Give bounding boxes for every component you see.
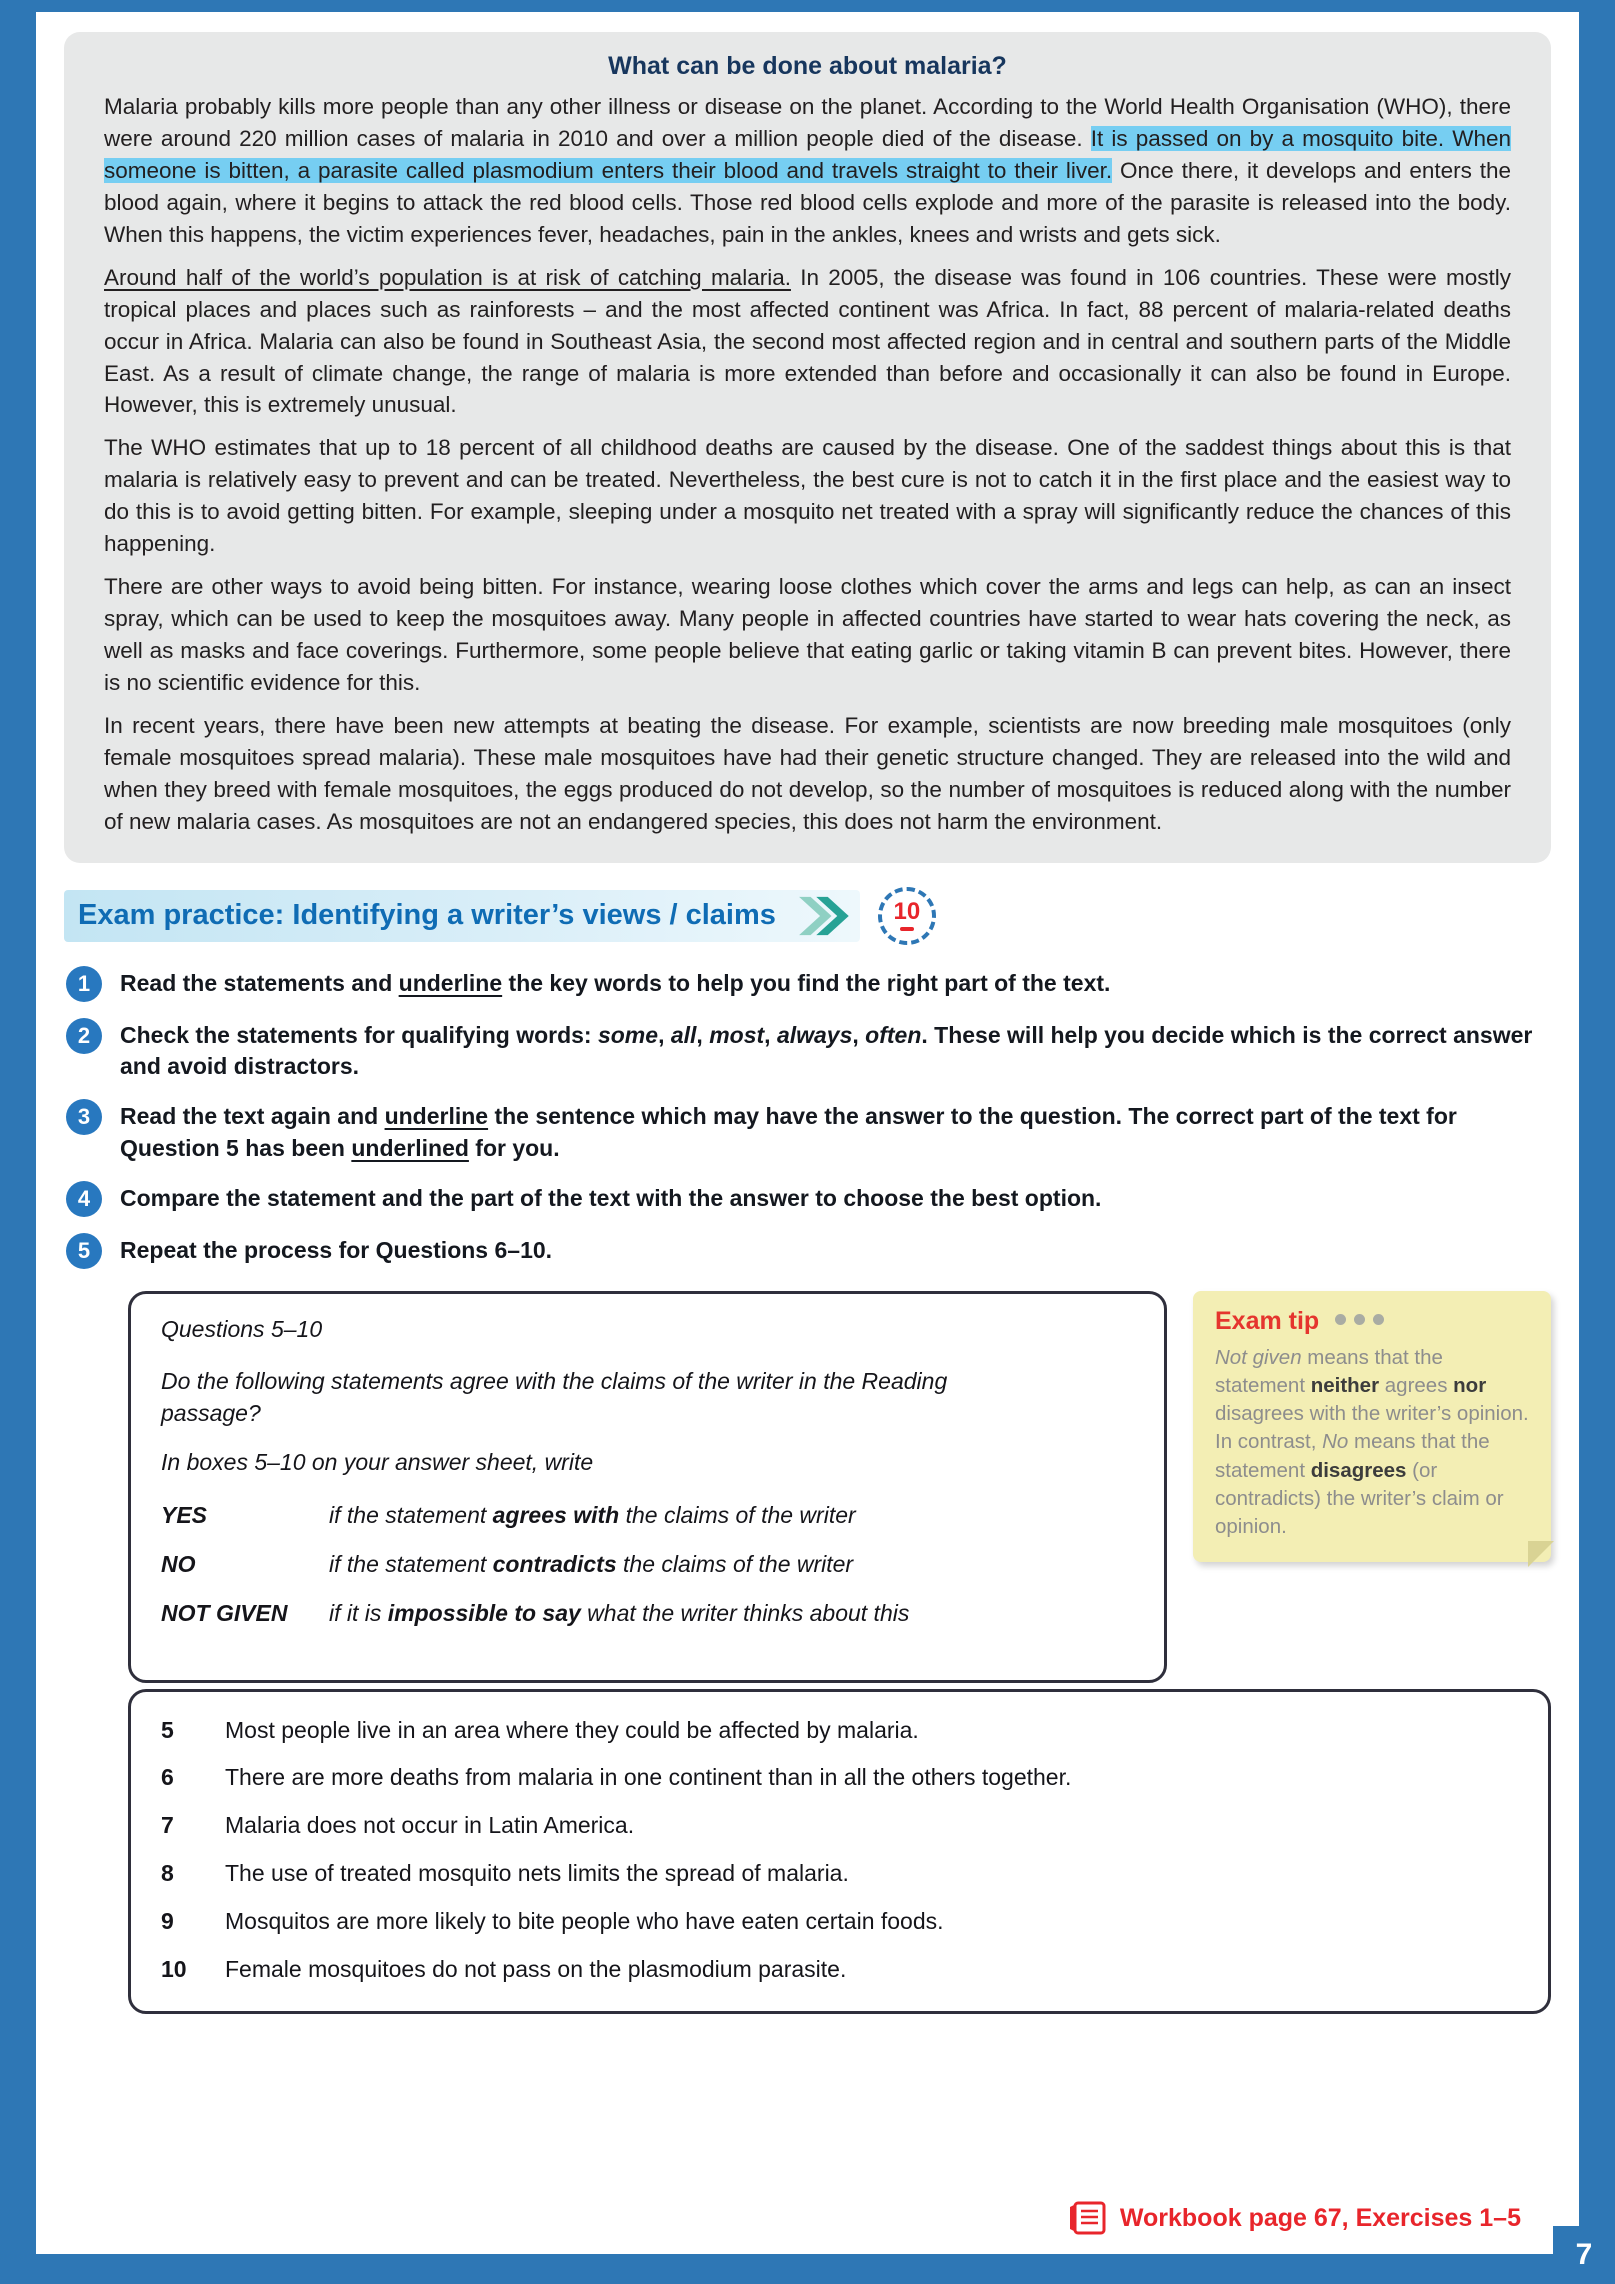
page-number-badge: [1553, 2226, 1615, 2284]
ellipsis-dots-icon: [1335, 1312, 1392, 1330]
text-segment: Read the text again and: [120, 1103, 385, 1130]
text-segment: underline: [384, 1103, 489, 1130]
text-segment: contradicts: [492, 1550, 617, 1577]
text-segment: the claims of the writer: [616, 1550, 854, 1577]
statement-number: 7: [161, 1812, 174, 1839]
step-number-badge: 2: [66, 1018, 102, 1054]
statement-number: 6: [161, 1764, 174, 1791]
text-segment: agrees with: [492, 1501, 620, 1528]
text-segment: neither: [1310, 1373, 1380, 1397]
text-segment: the sentence which may have the answer to the question. The correct part of the text for Question 5 has been: [120, 1103, 1457, 1161]
statement-text: There are more deaths from malaria in one continent than in all the others together.: [225, 1764, 1072, 1791]
statement-text: Mosquitos are more likely to bite people who have eaten certain foods.: [225, 1908, 944, 1935]
text-segment: In recent years, there have been new attempts at beating the disease. For example, scientists are now breeding male mosquitoes (only female mosquitoes spread malaria). These male mosquitoes have had their genetic structure changed. They are released into the wild and when they breed with female mosquitoes, the eggs produced do not develop, so the number of mosquitoes is reduced along with the number of new malaria cases. As mosquitoes are not an endangered species, this does not harm the environment.: [104, 712, 1511, 834]
text-segment: Around half of the world’s population is at risk of catching malaria.: [104, 264, 791, 290]
passage-paragraph: [104, 432, 1511, 560]
questions-write-line: In boxes 5–10 on your answer sheet, write: [161, 1448, 594, 1475]
text-segment: often: [865, 1021, 922, 1048]
page-curl-decoration: [1528, 1541, 1554, 1567]
timer-value: 10: [893, 898, 921, 926]
timer-base-mark: [900, 927, 914, 931]
passage-paragraphs: [104, 91, 1511, 838]
text-segment: ,: [696, 1021, 710, 1048]
text-segment: underlined: [351, 1134, 469, 1161]
text-segment: Check the statements for qualifying words:: [120, 1021, 598, 1048]
passage-paragraph: [104, 571, 1511, 699]
exam-practice-heading: Exam practice: Identifying a writer’s views / claims: [78, 899, 776, 932]
answer-option-row: [161, 1500, 1134, 1531]
text-segment: if the statement: [329, 1501, 493, 1528]
text-segment: The WHO estimates that up to 18 percent of all childhood deaths are caused by the disease. One of the saddest things about this is that malaria is relatively easy to prevent and can be treated. Nevertheless, the best cure is not to catch it in the first place and the easiest way to do this is to avoid getting bitten. For example, sleeping under a mosquito net treated with a spray will significantly reduce the chances of this happening.: [104, 435, 1511, 557]
text-segment: the claims of the writer: [619, 1501, 856, 1528]
statement-row: [161, 1859, 1518, 1889]
answer-option-text: [329, 1598, 909, 1629]
step-number-badge: 4: [66, 1181, 102, 1217]
text-segment: for you.: [468, 1134, 560, 1161]
answer-option-label: YES: [161, 1501, 208, 1528]
step-number-badge: 1: [66, 966, 102, 1002]
text-segment: ,: [658, 1021, 671, 1048]
text-segment: impossible to say: [387, 1600, 581, 1627]
statement-number: 5: [161, 1716, 174, 1743]
exam-tip-title: Exam tip: [1215, 1306, 1320, 1335]
statement-row: [161, 1716, 1518, 1746]
text-segment: Not given: [1215, 1345, 1302, 1369]
text-segment: There are other ways to avoid being bitten. For instance, wearing loose clothes which cover the arms and legs can help, as can an insect spray, which can be used to keep the mosquitoes away. Many people in affected countries have started to wear hats covering the neck, as well as masks and face coverings. Furthermore, some people believe that eating garlic or taking vitamin B can prevent bites. However, there is no scientific evidence for this.: [104, 574, 1511, 695]
answer-option-text: [329, 1549, 853, 1580]
text-segment: means that the statement: [1215, 1345, 1443, 1397]
text-segment: if it is: [329, 1600, 388, 1627]
exam-tip-box: [1193, 1291, 1551, 1562]
text-segment: Malaria probably kills more people than any other illness or disease on the planet. According to the World Health Organisation (WHO), there were around 220 million cases of malaria in 2010 and over a million people died of the disease.: [104, 94, 1511, 151]
statement-number: 10: [161, 1956, 187, 1983]
exam-tip-header: [1215, 1307, 1531, 1336]
text-segment: Read the statements and: [120, 969, 399, 996]
step-text: [120, 1180, 1101, 1217]
text-segment: ,: [764, 1021, 777, 1048]
workbook-icon: [1068, 2200, 1108, 2236]
statement-row: [161, 1955, 1518, 1985]
answer-option-label: NO: [161, 1550, 196, 1577]
passage-paragraph: [104, 91, 1511, 251]
text-segment: It is passed on by a mosquito bite. When someone is bitten, a parasite called plasmodium enters their blood and travels straight to their liver.: [104, 125, 1511, 183]
text-segment: most: [709, 1021, 765, 1048]
answer-option-label: NOT GIVEN: [161, 1600, 288, 1627]
passage-paragraph: [104, 710, 1511, 838]
text-segment: if the statement: [329, 1550, 493, 1577]
step-item: [66, 1180, 1551, 1217]
step-text: [120, 1232, 552, 1269]
questions-range-title: Questions 5–10: [161, 1315, 323, 1342]
statement-text: Most people live in an area where they could be affected by malaria.: [225, 1716, 919, 1743]
statements-box: [128, 1689, 1551, 2014]
chevron-right-icon: [792, 895, 852, 937]
exam-practice-banner: [64, 890, 860, 942]
text-segment: underline: [398, 969, 503, 996]
page-number: 7: [1575, 2238, 1593, 2271]
statement-number: 9: [161, 1908, 174, 1935]
statement-row: [161, 1763, 1518, 1793]
text-segment: the key words to help you find the right part of the text.: [502, 969, 1111, 996]
step-text: [120, 965, 1110, 1002]
step-item: [66, 1098, 1551, 1164]
text-segment: No: [1322, 1430, 1349, 1454]
questions-and-tip-row: [128, 1291, 1551, 1683]
exam-practice-header: [64, 887, 1551, 945]
page-content: [36, 12, 1579, 2254]
footer: [64, 2186, 1551, 2248]
text-segment: . These will help you decide which is the correct answer and avoid distractors.: [120, 1021, 1533, 1080]
text-segment: (or contradicts) the writer’s claim or opinion.: [1215, 1458, 1504, 1539]
statement-number: 8: [161, 1860, 174, 1887]
answer-options: [161, 1500, 1134, 1629]
text-segment: agrees: [1379, 1373, 1454, 1397]
statement-row: [161, 1907, 1518, 1937]
text-segment: nor: [1453, 1373, 1487, 1397]
text-segment: always: [776, 1021, 853, 1048]
step-item: [66, 1017, 1551, 1083]
step-number-badge: 3: [66, 1099, 102, 1135]
step-item: [66, 965, 1551, 1002]
text-segment: Compare the statement and the part of the text with the answer to choose the best option.: [120, 1184, 1102, 1211]
text-segment: Repeat the process for Questions 6–10.: [120, 1236, 553, 1263]
text-segment: ,: [852, 1021, 866, 1048]
exam-tip-text: [1215, 1344, 1531, 1542]
text-segment: means that the statement: [1215, 1430, 1490, 1482]
steps-list: [66, 965, 1551, 1269]
answer-option-text: [329, 1500, 856, 1531]
statement-text: The use of treated mosquito nets limits the spread of malaria.: [225, 1860, 849, 1887]
text-segment: disagrees with the writer’s opinion. In contrast,: [1215, 1402, 1529, 1454]
step-number-badge: 5: [66, 1233, 102, 1269]
statement-text: Malaria does not occur in Latin America.: [225, 1812, 635, 1839]
timer-10min-icon: [878, 887, 936, 945]
text-segment: all: [670, 1021, 697, 1048]
passage-title: What can be done about malaria?: [608, 52, 1007, 80]
step-text: [120, 1098, 1551, 1164]
answer-option-row: [161, 1549, 1134, 1580]
text-segment: disagrees: [1310, 1458, 1407, 1482]
text-segment: what the writer thinks about this: [580, 1600, 910, 1627]
step-text: [120, 1017, 1551, 1083]
text-segment: Once there, it develops and enters the blood again, where it begins to attack the red blood cells. Those red blood cells explode and more of the parasite is released into the body. When this happens, the victim experiences fever, headaches, pain in the ankles, knees and wrists and gets sick.: [104, 157, 1511, 247]
questions-intro: Do the following statements agree with the claims of the writer in the Reading passage?: [161, 1367, 948, 1426]
text-segment: In 2005, the disease was found in 106 countries. These were mostly tropical places and places such as rainforests – and the most affected continent was Africa. In fact, 88 percent of malaria-related deaths occur in Africa. Malaria can also be found in Southeast Asia, the second most affected region and in central and southern parts of the Middle East. As a result of climate change, the range of malaria is more extended than before and occasionally it can also be found in Europe. However, this is extremely unusual.: [104, 264, 1512, 418]
text-segment: some: [597, 1021, 659, 1048]
answer-option-row: [161, 1598, 1134, 1629]
step-item: [66, 1232, 1551, 1269]
workbook-reference: Workbook page 67, Exercises 1–5: [1119, 2203, 1521, 2232]
reading-passage-box: [64, 32, 1551, 863]
questions-instructions-box: [128, 1291, 1167, 1683]
statement-row: [161, 1811, 1518, 1841]
passage-paragraph: [104, 262, 1511, 422]
statement-text: Female mosquitoes do not pass on the plasmodium parasite.: [225, 1956, 847, 1983]
